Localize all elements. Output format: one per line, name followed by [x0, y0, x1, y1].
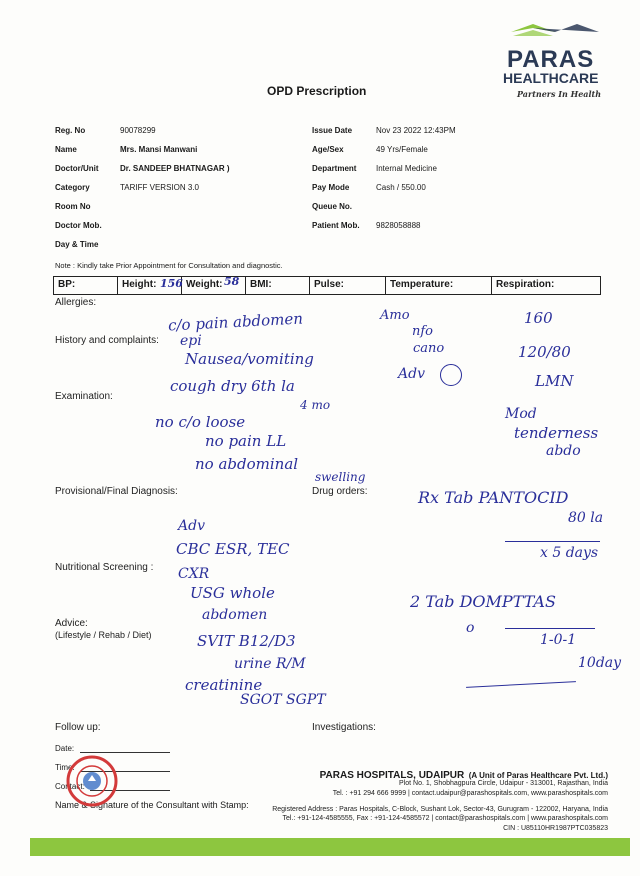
history-handwriting-2: epi	[180, 333, 202, 349]
invest-hw-5: abdomen	[202, 607, 268, 623]
drug-hw-4: 2 Tab DOMPTTAS	[410, 592, 556, 611]
weight-handwritten: 58	[224, 275, 240, 288]
history-handwriting-1: c/o pain abdomen	[167, 309, 304, 335]
date-label: Date:	[55, 744, 75, 753]
footer-hospital-name: PARAS HOSPITALS, UDAIPUR	[319, 770, 465, 781]
height-handwritten: 156	[160, 277, 183, 290]
vitals-hw-1: 160	[524, 309, 553, 327]
circled-mark-icon	[440, 364, 462, 386]
vital-bmi: BMI:	[246, 277, 310, 294]
history-handwriting-6: no c/o loose	[155, 413, 246, 431]
appointment-note: Note : Kindly take Prior Appointment for Consultation and diagnostic.	[55, 261, 283, 270]
brand-tagline: Partners In Health	[517, 89, 602, 99]
history-handwriting-7: no pain LL	[205, 432, 287, 450]
history-handwriting-5: 4 mo	[300, 398, 331, 412]
history-label: History and complaints:	[55, 335, 159, 346]
allergies-label: Allergies:	[55, 297, 97, 308]
examination-label: Examination:	[55, 391, 113, 402]
footer-green-band	[30, 838, 630, 856]
vital-weight: Weight: 58	[182, 277, 246, 294]
footer-address-4: Tel.: +91-124-4585555, Fax : +91-124-4585572 | contact@parashospitals.com | www.parashospitals.com	[282, 815, 608, 822]
drug-hw-3: x 5 days	[540, 545, 599, 561]
drug-underline-2	[505, 628, 595, 629]
vitals-hw-3: LMN	[535, 372, 574, 390]
history-handwriting-9: swelling	[315, 470, 366, 484]
signature-label: Name & Signature of the Consultant with Stamp:	[55, 800, 249, 810]
brand-name: PARAS	[507, 46, 595, 73]
history-handwriting-3: Nausea/vomiting	[185, 350, 314, 368]
note-handwriting-4: Adv	[398, 366, 425, 382]
invest-hw-6: SVIT B12/D3	[197, 632, 296, 650]
vitals-hw-4: Mod	[505, 406, 537, 422]
history-handwriting-4: cough dry 6th la	[170, 377, 295, 395]
drug-underline-1	[505, 541, 600, 542]
vital-height: Height: 156	[118, 277, 182, 294]
invest-hw-4: USG whole	[190, 584, 275, 602]
hospital-stamp-icon	[66, 755, 118, 807]
drug-hw-7: 10day	[578, 655, 622, 671]
vital-bp: BP:	[54, 277, 118, 294]
history-handwriting-8: no abdominal	[195, 455, 299, 473]
time-label: Time:	[55, 763, 75, 772]
note-handwriting-2: nfo	[412, 324, 434, 339]
advice-sub-label: (Lifestyle / Rehab / Diet)	[55, 630, 152, 640]
brand-sub: HEALTHCARE	[503, 70, 599, 86]
investigations-label: Investigations:	[312, 722, 376, 733]
invest-hw-7: urine R/M	[234, 656, 306, 672]
vital-pulse: Pulse:	[310, 277, 386, 294]
vital-respiration: Respiration:	[496, 279, 555, 290]
drug-orders-label: Drug orders:	[312, 486, 368, 497]
footer-address-3: Registered Address : Paras Hospitals, C-Block, Sushant Lok, Sector-43, Gurugram - 122002, Haryana, India	[272, 806, 608, 813]
vitals-row	[53, 276, 601, 295]
follow-up-label: Follow up:	[55, 722, 101, 733]
drug-hw-6: 1-0-1	[540, 632, 577, 648]
paras-logo-icon	[503, 22, 603, 46]
logo	[503, 22, 613, 102]
note-handwriting-1: Amo	[380, 308, 410, 323]
contact-label: Contact:	[55, 782, 85, 791]
page-title: OPD Prescription	[267, 84, 367, 98]
vital-temperature: Temperature:	[386, 277, 492, 294]
drug-hw-5: o	[466, 620, 475, 636]
footer-address-2: Tel. : +91 294 666 9999 | contact.udaipur@parashospitals.com, www.parashospitals.com	[332, 790, 608, 797]
diagnosis-label: Provisional/Final Diagnosis:	[55, 486, 178, 497]
invest-hw-3: CXR	[178, 566, 210, 582]
invest-hw-8: creatinine	[185, 676, 263, 694]
invest-hw-1: Adv	[178, 518, 205, 534]
vitals-hw-2: 120/80	[518, 343, 571, 361]
advice-label: Advice:	[55, 618, 88, 629]
nutritional-label: Nutritional Screening :	[55, 562, 154, 573]
footer-unit: (A Unit of Paras Healthcare Pvt. Ltd.)	[468, 771, 608, 780]
vitals-hw-6: abdo	[546, 443, 581, 459]
note-handwriting-3: cano	[413, 341, 445, 356]
invest-hw-2: CBC ESR, TEC	[176, 540, 290, 558]
drug-underline-3	[466, 681, 576, 688]
footer-cin: CIN : U85110HR1987PTC035823	[503, 825, 608, 832]
invest-hw-9: SGOT SGPT	[240, 692, 326, 708]
date-line	[80, 752, 170, 753]
drug-hw-1: Rx Tab PANTOCID	[418, 488, 569, 507]
vitals-hw-5: tenderness	[514, 424, 599, 442]
drug-hw-2: 80 la	[568, 510, 604, 526]
footer-address-1: Plot No. 1, Shobhagpura Circle, Udaipur - 313001, Rajasthan, India	[399, 780, 608, 787]
